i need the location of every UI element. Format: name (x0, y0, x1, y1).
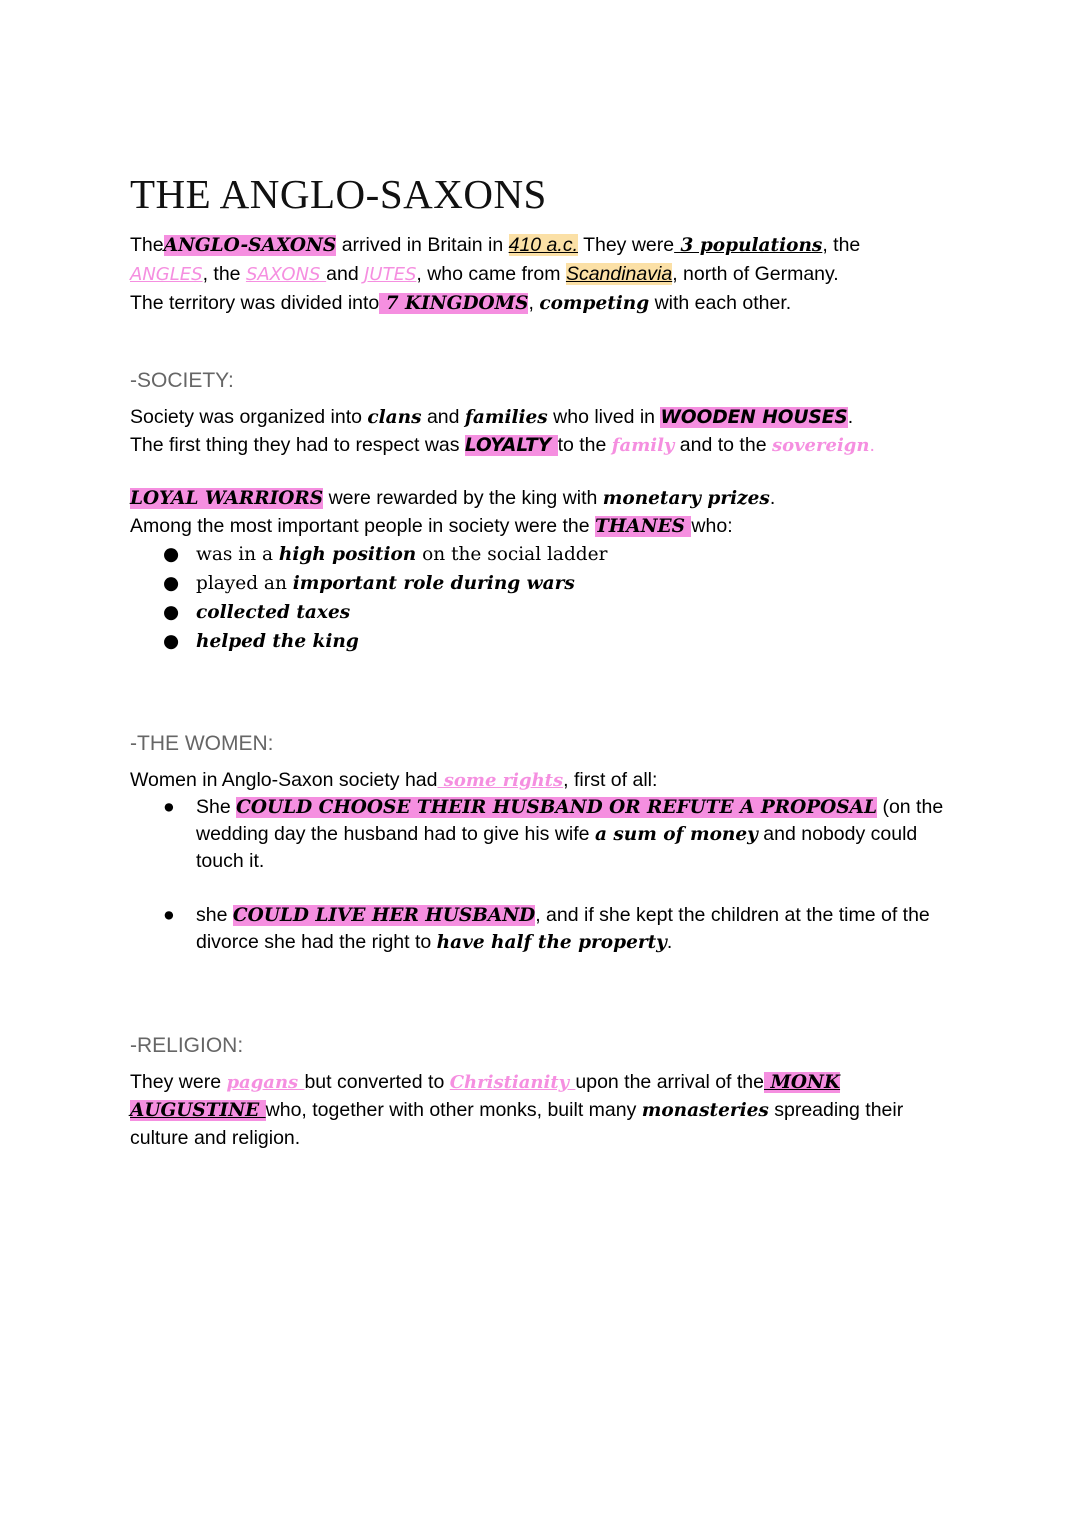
religion-line-3 (130, 1124, 903, 1152)
highlight-augustine: AUGUSTINE (130, 1100, 266, 1121)
pink-jutes: JUTES (364, 264, 417, 285)
list-item (130, 627, 607, 656)
highlight-wooden-houses: WOODEN HOUSES (660, 407, 848, 428)
emphasis: important role during wars (292, 573, 575, 594)
text: with each other. (649, 292, 792, 314)
text: They were (130, 1071, 227, 1093)
emphasis-clans: clans (367, 407, 422, 428)
women-rights-list-2 (130, 902, 930, 956)
text: but converted to (304, 1071, 450, 1093)
text: wedding day the husband had to give his wife (196, 823, 595, 845)
text: touch it. (196, 850, 265, 872)
text: , who came from (416, 263, 566, 285)
emphasis: collected taxes (196, 602, 351, 623)
religion-paragraph (130, 1068, 903, 1152)
text: culture and religion. (130, 1127, 301, 1149)
religion-line-2 (130, 1096, 903, 1124)
text: (on the (877, 796, 944, 818)
highlight-choose-husband: COULD CHOOSE THEIR HUSBAND OR REFUTE A PROPOSAL (236, 797, 878, 818)
text: . (847, 406, 854, 428)
text: The first thing they had to respect was (130, 434, 465, 456)
highlight-thanes: THANES (595, 516, 692, 537)
section-heading-society: -SOCIETY: (130, 369, 234, 392)
text: . (666, 931, 673, 953)
society-line-2 (130, 431, 875, 459)
text: and to the (674, 434, 772, 456)
intro-paragraph (130, 231, 860, 318)
highlight-loyal-warriors: LOYAL WARRIORS (130, 488, 324, 509)
society-paragraph (130, 403, 875, 459)
text: and nobody could (757, 823, 918, 845)
pink-sovereign: sovereign (771, 435, 870, 456)
emphasis: helped the king (196, 631, 359, 652)
pink-pagans: pagans (226, 1072, 305, 1093)
text: divorce she had the right to (196, 931, 437, 953)
bullet-icon: ● (163, 544, 180, 565)
text: She (196, 796, 237, 818)
thanes-list (130, 540, 607, 656)
text: to the (557, 434, 612, 456)
pink-saxons: SAXONS (245, 264, 327, 285)
emphasis-competing: competing (539, 293, 650, 314)
highlight-scandinavia: Scandinavia (565, 263, 673, 285)
list-item (130, 794, 943, 875)
emphasis-families: families (464, 407, 548, 428)
list-item (130, 902, 930, 956)
text: . (869, 434, 875, 456)
bullet-icon: ● (163, 904, 175, 926)
text: and (326, 263, 365, 285)
intro-line-1 (130, 231, 860, 260)
emphasis-half-property: have half the property (436, 932, 667, 953)
text: Among the most important people in society were the (130, 515, 595, 537)
text: Women in Anglo-Saxon society had (130, 769, 438, 791)
pink-family: family (611, 435, 675, 456)
text: she (196, 904, 233, 926)
text: . (769, 487, 776, 509)
highlight-loyalty: LOYALTY (464, 435, 558, 456)
text: on the social ladder (416, 544, 608, 565)
highlight-live-husband: COULD LIVE HER HUSBAND (232, 905, 536, 926)
section-heading-women: -THE WOMEN: (130, 732, 274, 755)
warriors-paragraph (130, 484, 775, 540)
text: who: (691, 515, 733, 537)
text: The territory was divided into (130, 292, 380, 314)
pink-christianity: Christianity (449, 1072, 576, 1093)
emphasis-monasteries: monasteries (641, 1100, 769, 1121)
text: who lived in (547, 406, 661, 428)
emphasis-populations: 3 populations (674, 235, 823, 256)
emphasis-sum-of-money: a sum of money (594, 824, 758, 845)
text: , and if she kept the children at the time of the (535, 904, 930, 926)
thanes-line (130, 512, 775, 540)
page-title: THE ANGLO-SAXONS (130, 171, 547, 217)
list-item (130, 598, 607, 627)
bullet-icon: ● (163, 602, 180, 623)
emphasis: high position (278, 544, 417, 565)
pink-angles: ANGLES (130, 264, 203, 285)
women-intro (130, 766, 657, 794)
text: Society was organized into (130, 406, 368, 428)
text: upon the arrival of the (575, 1071, 764, 1093)
text: The (130, 234, 164, 256)
text: , north of Germany. (672, 263, 839, 285)
list-item (130, 540, 607, 569)
text: who, together with other monks, built many (265, 1099, 642, 1121)
highlight-kingdoms: 7 KINGDOMS (379, 293, 529, 314)
text: , (528, 292, 540, 314)
highlight-date: 410 a.c. (508, 234, 578, 256)
highlight-monk: MONK (764, 1072, 841, 1093)
section-heading-religion: -RELIGION: (130, 1034, 244, 1057)
text: , the (822, 234, 861, 256)
women-rights-list-1 (130, 794, 943, 875)
text: They were (578, 234, 675, 256)
religion-line-1 (130, 1068, 903, 1096)
society-line-1 (130, 403, 875, 431)
bullet-icon: ● (163, 631, 180, 652)
intro-line-2 (130, 260, 860, 289)
text: , the (202, 263, 246, 285)
text: played an (196, 573, 293, 594)
women-intro-line (130, 766, 657, 794)
text: was in a (196, 544, 279, 565)
list-item (130, 569, 607, 598)
intro-line-3 (130, 289, 860, 318)
bullet-icon: ● (163, 573, 180, 594)
pink-some-rights: some rights (437, 770, 564, 791)
text: spreading their (768, 1099, 904, 1121)
text: , first of all: (563, 769, 658, 791)
text: and (421, 406, 465, 428)
bullet-icon: ● (163, 796, 175, 818)
text: arrived in Britain in (336, 234, 509, 256)
warriors-line (130, 484, 775, 512)
emphasis-monetary-prizes: monetary prizes (602, 488, 770, 509)
text: were rewarded by the king with (323, 487, 603, 509)
highlight-anglo-saxons: ANGLO-SAXONS (163, 235, 337, 256)
